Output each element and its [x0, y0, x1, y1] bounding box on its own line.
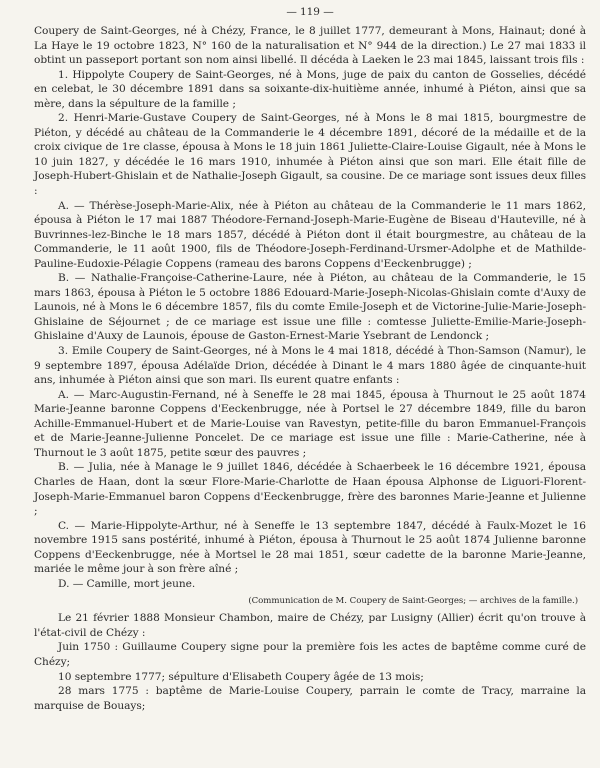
source-note: (Communication de M. Coupery de Saint-Georges; — archives de la famille.) [248, 596, 578, 607]
paragraph-son-2: 2. Henri-Marie-Gustave Coupery de Saint-Georges, né à Mons le 8 mai 1815, bourgmestre de Piéton, y décédé au château de la Commanderie le 4 décembre 1891, décoré de la médaille et de la croix civique de 1re classe, épousa à Mons le 18 juin 1861 Juliette-Claire-Louise Gigault, née à Mons le 10 juin 1827, y décédée le 16 mars 1910, inhumée à Piéton ainsi que son mari. Elle était fille de Joseph-Hubert-Ghislain et de Nathalie-Joseph Gigault, sa cousine. De ce mariage sont issues deux filles : [34, 112, 586, 198]
paragraph-child-b: B. — Julia, née à Manage le 9 juillet 1846, décédée à Schaerbeek le 16 décembre 1921, épousa Charles de Haan, dont la sœur Flore-Marie-Charlotte de Haan épousa Alphonse de Liguori-Florent-Joseph-Marie-Emmanuel baron Coppens d'Eeckenbrugge, frère des baronnes Marie-Jeanne et Julienne ; [34, 461, 586, 518]
paragraph-chambon-letter: Le 21 février 1888 Monsieur Chambon, maire de Chézy, par Lusigny (Allier) écrit qu'on trouve à l'état-civil de Chézy : [34, 612, 586, 639]
page-number: — 119 — [286, 6, 334, 18]
paragraph-daughter-b: B. — Nathalie-Françoise-Catherine-Laure, née à Piéton, au château de la Commanderie, le 15 mars 1863, épousa à Piéton le 5 octobre 1886 Edouard-Marie-Joseph-Nicolas-Ghislain comte d'Auxy de Launois, né à Mons le 6 décembre 1857, fils du comte Emile-Joseph et de Victorine-Julie-Marie-Joseph-Ghislaine de Séjournet ; de ce mariage est issue une fille : comtesse Juliette-Emilie-Marie-Joseph-Ghislaine d'Auxy de Launois, épouse de Gaston-Ernest-Marie Ysebrant de Lendonck ; [34, 272, 586, 343]
paragraph-entry-1775: 28 mars 1775 : baptême de Marie-Louise Coupery, parrain le comte de Tracy, marraine la marquise de Bouays; [34, 685, 586, 712]
paragraph-child-c: C. — Marie-Hippolyte-Arthur, né à Seneffe le 13 septembre 1847, décédé à Faulx-Mozet le 16 novembre 1915 sans postérité, inhumé à Piéton, épousa à Thurnout le 25 août 1874 Julienne baronne Coppens d'Eeckenbrugge, née à Mortsel le 28 mai 1851, sœur cadette de la baronne Marie-Jeanne, mariée le même jour à son frère aîné ; [34, 519, 586, 576]
paragraph-child-d: D. — Camille, mort jeune. [58, 577, 196, 590]
paragraph-son-3: 3. Emile Coupery de Saint-Georges, né à Mons le 4 mai 1818, décédé à Thon-Samson (Namur), le 9 septembre 1897, épousa Adélaïde Drion, décédée à Dinant le 4 mars 1880 âgée de cinquante-huit ans, inhumée à Piéton ainsi que son mari. Ils eurent quatre enfants : [34, 345, 586, 387]
paragraph-entry-1750: Juin 1750 : Guillaume Coupery signe pour la première fois les actes de baptême comme curé de Chézy; [34, 641, 586, 668]
paragraph-entry-1777: 10 septembre 1777; sépulture d'Elisabeth Coupery âgée de 13 mois; [58, 670, 424, 683]
paragraph-child-a: A. — Marc-Augustin-Fernand, né à Seneffe le 28 mai 1845, épousa à Thurnout le 25 août 1874 Marie-Jeanne baronne Coppens d'Eeckenbrugge, née à Portsel le 27 décembre 1849, fille du baron Achille-Emmanuel-Hubert et de Marie-Louise van Ravestyn, petite-fille du baron Emmanuel-François et de Marie-Jeanne-Julienne Poncelet. De ce mariage est issue une fille : Marie-Catherine, née à Thurnout le 3 août 1875, petite sœur des pauvres ; [34, 388, 586, 459]
paragraph-son-1: 1. Hippolyte Coupery de Saint-Georges, né à Mons, juge de paix du canton de Gosselies, décédé en celebat, le 30 décembre 1891 dans sa soixante-dix-huitième année, inhumé à Piéton, ainsi que sa mère, dans la sépulture de la famille ; [34, 68, 586, 110]
paragraph-daughter-a: A. — Thérèse-Joseph-Marie-Alix, née à Piéton au château de la Commanderie le 11 mars 1862, épousa à Piéton le 17 mai 1887 Théodore-Fernand-Joseph-Marie-Eugène de Biseau d'Hauteville, né à Buvrinnes-lez-Binche le 18 mars 1857, décédé à Piéton dont il était bourgmestre, au château de la Commanderie, le 11 août 1900, fils de Théodore-Joseph-Ferdinand-Ursmer-Adolphe et de Mathilde-Pauline-Eudoxie-Pélagie Coppens (rameau des barons Coppens d'Eeckenbrugge) ; [34, 199, 586, 270]
paragraph-intro: Coupery de Saint-Georges, né à Chézy, France, le 8 juillet 1777, demeurant à Mons, Hainaut; doné à La Haye le 19 octobre 1823, N° 160 de la naturalisation et N° 944 de la direction.) Le 27 mai 1833 il obtint un passeport portant son nom ainsi libellé. Il décéda à Laeken le 23 mai 1845, laissant trois fils : [34, 25, 586, 67]
